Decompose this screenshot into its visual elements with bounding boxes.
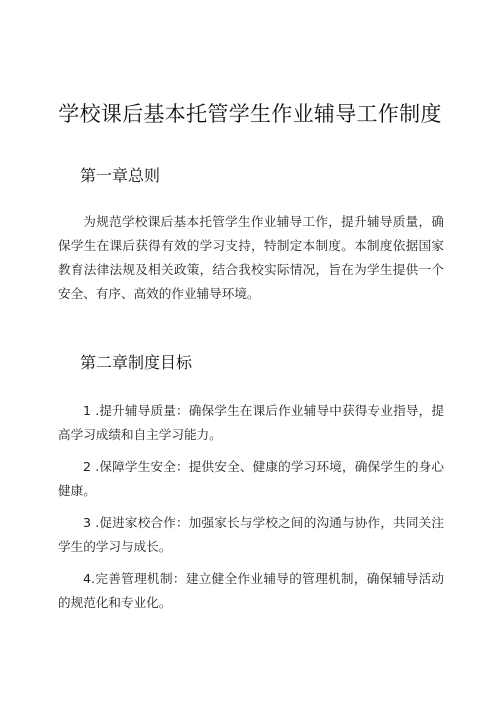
chapter-1-paragraph (58, 210, 444, 306)
objective-item-4 (58, 567, 444, 615)
chapter-1-paragraph-text: 为规范学校课后基本托管学生作业辅导工作，提升辅导质量，确保学生在课后获得有效的学习支持，特制定本制度。本制度依据国家教育法律法规及相关政策，结合我校实际情况，旨在为学生提供一个安全、有序、高效的作业辅导环境。 (58, 214, 444, 301)
chapter-2-heading: 第二章制度目标 (80, 353, 193, 372)
objective-item-2 (58, 455, 444, 503)
item-number: 3 . (83, 515, 100, 530)
chapter-1-heading: 第一章总则 (80, 166, 161, 185)
item-number: 2 . (83, 459, 100, 474)
item-text: 完善管理机制：建立健全作业辅导的管理机制，确保辅导活动的规范化和专业化。 (58, 571, 444, 610)
item-text: 促进家校合作：加强家长与学校之间的沟通与协作，共同关注学生的学习与成长。 (58, 515, 444, 554)
item-number: 4. (83, 571, 96, 586)
item-text: 保障学生安全：提供安全、健康的学习环境，确保学生的身心健康。 (58, 459, 444, 498)
item-text: 提升辅导质量：确保学生在课后作业辅导中获得专业指导，提高学习成绩和自主学习能力。 (58, 403, 444, 442)
objective-item-1 (58, 399, 444, 447)
item-number: 1 . (83, 403, 100, 418)
document-title: 学校课后基本托管学生作业辅导工作制度 (58, 102, 442, 126)
objective-item-3 (58, 511, 444, 559)
